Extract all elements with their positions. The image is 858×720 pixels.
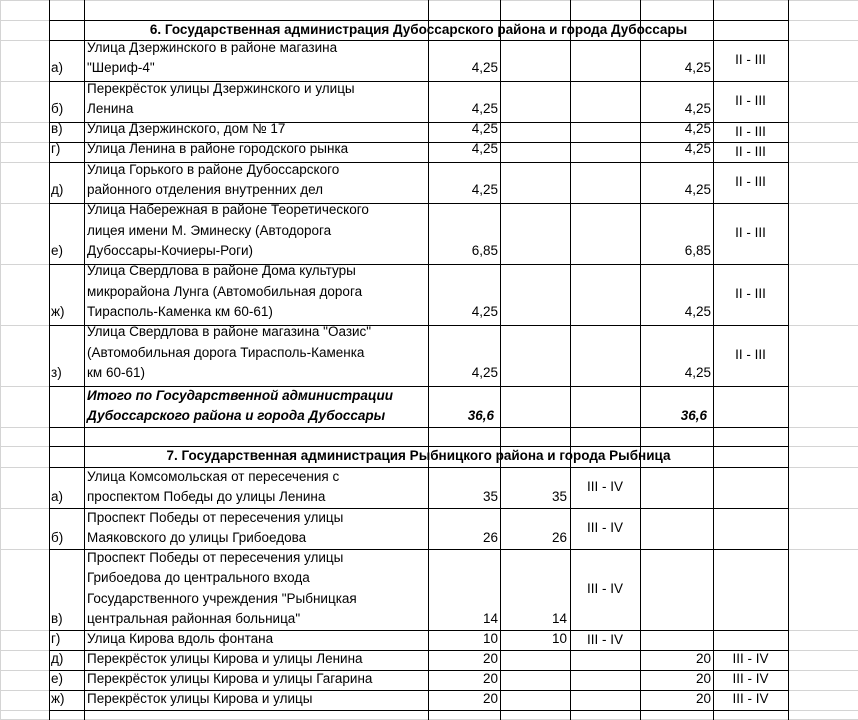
row-letter: ж) xyxy=(51,303,65,319)
row-name-line: Тирасполь-Каменка км 60-61) xyxy=(87,303,273,319)
row-value-1: 35 xyxy=(482,488,498,504)
row-value-2: 10 xyxy=(551,630,567,646)
row-value-1: 4,25 xyxy=(471,120,498,136)
row-value-1: 20 xyxy=(482,670,498,686)
row-value-3: 4,25 xyxy=(684,303,711,319)
row-value-3: 4,25 xyxy=(684,364,711,380)
row-name-line: Перекрёсток улицы Кирова и улицы Гагарина xyxy=(87,670,373,686)
row-name-line: Перекрёсток улицы Дзержинского и улицы xyxy=(87,80,355,96)
row-value-3: 20 xyxy=(695,670,711,686)
section-title: 6. Государственная администрация Дубоссарского района и города Дубоссары xyxy=(149,22,688,37)
road-category: III - IV xyxy=(586,479,623,495)
total-value-1: 36,6 xyxy=(467,408,494,423)
row-value-1: 6,85 xyxy=(471,242,498,258)
row-name-line: Улица Свердлова в районе магазина "Оазис" xyxy=(87,324,372,340)
border-line xyxy=(49,427,789,428)
row-name-line: Перекрёсток улицы Кирова и улицы xyxy=(87,690,313,706)
road-category: II - III xyxy=(735,174,766,190)
row-value-3: 4,25 xyxy=(684,181,711,197)
row-value-3: 20 xyxy=(695,650,711,666)
row-value-1: 4,25 xyxy=(471,140,498,156)
row-letter: б) xyxy=(51,529,64,545)
row-value-3: 20 xyxy=(695,690,711,706)
border-line xyxy=(788,0,789,720)
row-letter: д) xyxy=(51,650,64,666)
road-category: III - IV xyxy=(732,670,769,686)
row-name-line: Улица Свердлова в районе Дома культуры xyxy=(87,263,356,279)
row-name-line: Маяковского до улицы Грибоедова xyxy=(87,529,307,545)
row-value-3: 4,25 xyxy=(684,59,711,75)
grid-line xyxy=(0,0,1,719)
road-category: II - III xyxy=(735,123,766,139)
row-value-2: 26 xyxy=(551,529,567,545)
row-name-line: км 60-61) xyxy=(87,364,145,380)
row-letter: е) xyxy=(51,242,64,258)
row-letter: а) xyxy=(51,488,64,504)
row-letter: г) xyxy=(51,140,61,156)
border-line xyxy=(84,0,85,720)
row-value-1: 4,25 xyxy=(471,303,498,319)
row-name-line: Улица Кирова вдоль фонтана xyxy=(87,630,274,646)
row-letter: д) xyxy=(51,181,64,197)
row-name-line: Улица Набережная в районе Теоретического xyxy=(87,202,369,218)
row-letter: ж) xyxy=(51,690,65,706)
road-category: II - III xyxy=(735,52,766,68)
row-letter: а) xyxy=(51,59,64,75)
border-line xyxy=(570,0,571,720)
row-name-line: Проспект Победы от пересечения улицы xyxy=(87,550,344,566)
row-value-1: 4,25 xyxy=(471,59,498,75)
row-name-line: центральная районная больница" xyxy=(87,610,301,626)
row-value-2: 35 xyxy=(551,488,567,504)
row-value-1: 4,25 xyxy=(471,364,498,380)
row-name-line: Грибоедова до центрального входа xyxy=(87,570,310,586)
row-name-line: Улица Комсомольская от пересечения с xyxy=(87,468,340,484)
row-letter: в) xyxy=(51,610,63,626)
row-value-1: 4,25 xyxy=(471,100,498,116)
row-name-line: "Шериф-4" xyxy=(87,59,155,75)
row-letter: е) xyxy=(51,670,64,686)
row-value-3: 6,85 xyxy=(684,242,711,258)
row-name-line: Перекрёсток улицы Кирова и улицы Ленина xyxy=(87,650,363,666)
row-value-1: 26 xyxy=(482,529,498,545)
row-name-line: районного отделения внутренних дел xyxy=(87,181,324,197)
road-category: III - IV xyxy=(586,631,623,647)
row-value-1: 20 xyxy=(482,650,498,666)
total-label-line: Итого по Государственной администрации xyxy=(87,388,394,403)
total-label-line: Дубоссарского района и города Дубоссары xyxy=(87,408,386,423)
row-name-line: микрорайона Лунга (Автомобильная дорога xyxy=(87,283,363,299)
row-value-1: 4,25 xyxy=(471,181,498,197)
road-category: III - IV xyxy=(732,650,769,666)
row-value-2: 14 xyxy=(551,610,567,626)
row-name-line: Улица Дзержинского в районе магазина xyxy=(87,39,338,55)
road-category: II - III xyxy=(735,347,766,363)
row-name-line: Улица Горького в районе Дубоссарского xyxy=(87,161,340,177)
road-category: III - IV xyxy=(732,690,769,706)
row-name-line: Дубоссары-Кочиеры-Роги) xyxy=(87,242,254,258)
row-name-line: проспектом Победы до улицы Ленина xyxy=(87,488,326,504)
row-name-line: Улица Дзержинского, дом № 17 xyxy=(87,120,286,136)
row-name-line: (Автомобильная дорога Тирасполь-Каменка xyxy=(87,344,365,360)
row-letter: в) xyxy=(51,120,63,136)
row-name-line: Проспект Победы от пересечения улицы xyxy=(87,509,344,525)
row-value-1: 10 xyxy=(482,630,498,646)
row-value-3: 4,25 xyxy=(684,120,711,136)
road-category: II - III xyxy=(735,93,766,109)
row-value-1: 20 xyxy=(482,690,498,706)
row-value-3: 4,25 xyxy=(684,100,711,116)
border-line xyxy=(49,0,50,720)
total-value-3: 36,6 xyxy=(680,408,707,423)
row-value-3: 4,25 xyxy=(684,140,711,156)
road-category: II - III xyxy=(735,225,766,241)
border-line xyxy=(49,710,789,711)
row-value-1: 14 xyxy=(482,610,498,626)
row-letter: з) xyxy=(51,364,62,380)
road-category: II - III xyxy=(735,286,766,302)
section-title: 7. Государственная администрация Рыбницкого района и города Рыбница xyxy=(166,448,671,463)
road-category: II - III xyxy=(735,143,766,159)
grid-line xyxy=(0,0,858,1)
road-category: III - IV xyxy=(586,581,623,597)
row-name-line: Ленина xyxy=(87,100,134,116)
row-letter: б) xyxy=(51,100,64,116)
road-category: III - IV xyxy=(586,520,623,536)
row-letter: г) xyxy=(51,630,61,646)
row-name-line: Государственного учреждения "Рыбницкая xyxy=(87,590,357,606)
row-name-line: лицея имени М. Эминеску (Автодорога xyxy=(87,222,332,238)
row-name-line: Улица Ленина в районе городского рынка xyxy=(87,140,349,156)
